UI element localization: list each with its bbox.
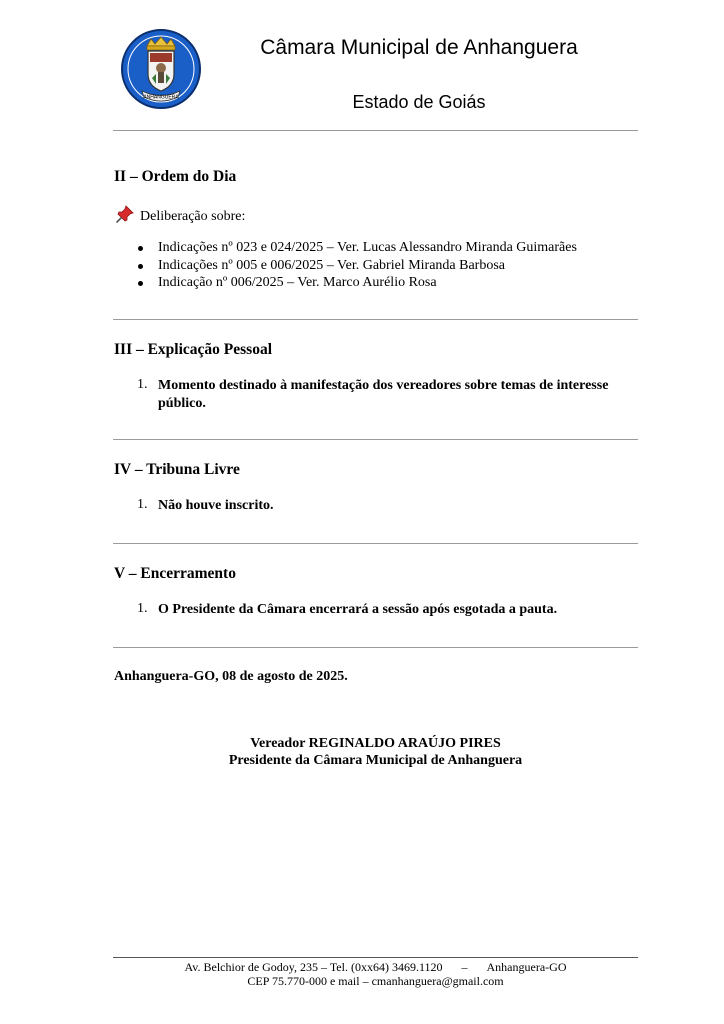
list-item: Indicações nº 005 e 006/2025 – Ver. Gabriel Miranda Barbosa	[136, 257, 577, 275]
deliberation-label: Deliberação sobre:	[140, 208, 246, 224]
explicacao-item: Momento destinado à manifestação dos vereadores sobre temas de interesse público.	[158, 378, 609, 411]
footer-city: Anhanguera-GO	[486, 960, 567, 974]
list-item: Indicação nº 006/2025 – Ver. Marco Aurélio Rosa	[136, 274, 577, 292]
indications-list	[136, 239, 577, 292]
section-divider	[113, 543, 638, 544]
footer-contact-line: CEP 75.770-000 e mail – cmanhanguera@gmail.com	[247, 974, 504, 988]
tribuna-item: Não houve inscrito.	[158, 498, 274, 513]
footer-address: Av. Belchior de Godoy, 235 – Tel. (0xx64) 3469.1120	[184, 960, 443, 974]
section-heading-explicacao: III – Explicação Pessoal	[114, 341, 273, 358]
section-heading-ordem: II – Ordem do Dia	[114, 168, 237, 185]
pushpin-icon	[116, 205, 134, 228]
page-subtitle: Estado de Goiás	[352, 92, 486, 112]
header-divider	[113, 130, 638, 131]
item-number: 1.	[137, 497, 148, 512]
item-number: 1.	[137, 601, 148, 616]
footer-address-line	[113, 960, 638, 975]
date-line: Anhanguera-GO, 08 de agosto de 2025.	[114, 669, 348, 684]
section-divider	[113, 439, 638, 440]
page-title: Câmara Municipal de Anhanguera	[260, 36, 578, 59]
section-heading-tribuna: IV – Tribuna Livre	[114, 461, 240, 478]
section-heading-encerramento: V – Encerramento	[114, 565, 236, 582]
signature-role: Presidente da Câmara Municipal de Anhanguera	[228, 753, 523, 768]
list-item: Indicações nº 023 e 024/2025 – Ver. Lucas Alessandro Miranda Guimarães	[136, 239, 577, 257]
footer-separator: –	[461, 960, 468, 974]
coat-of-arms-icon	[120, 28, 202, 110]
section-divider	[113, 319, 638, 320]
encerramento-item: O Presidente da Câmara encerrará a sessão após esgotada a pauta.	[158, 602, 558, 617]
signature-name: Vereador REGINALDO ARAÚJO PIRES	[250, 736, 501, 751]
section-divider	[113, 647, 638, 648]
deliberation-intro	[116, 205, 245, 228]
item-number: 1.	[137, 377, 148, 392]
logo-banner-text: ANHANGUERA	[143, 94, 179, 101]
footer-divider	[113, 957, 638, 958]
